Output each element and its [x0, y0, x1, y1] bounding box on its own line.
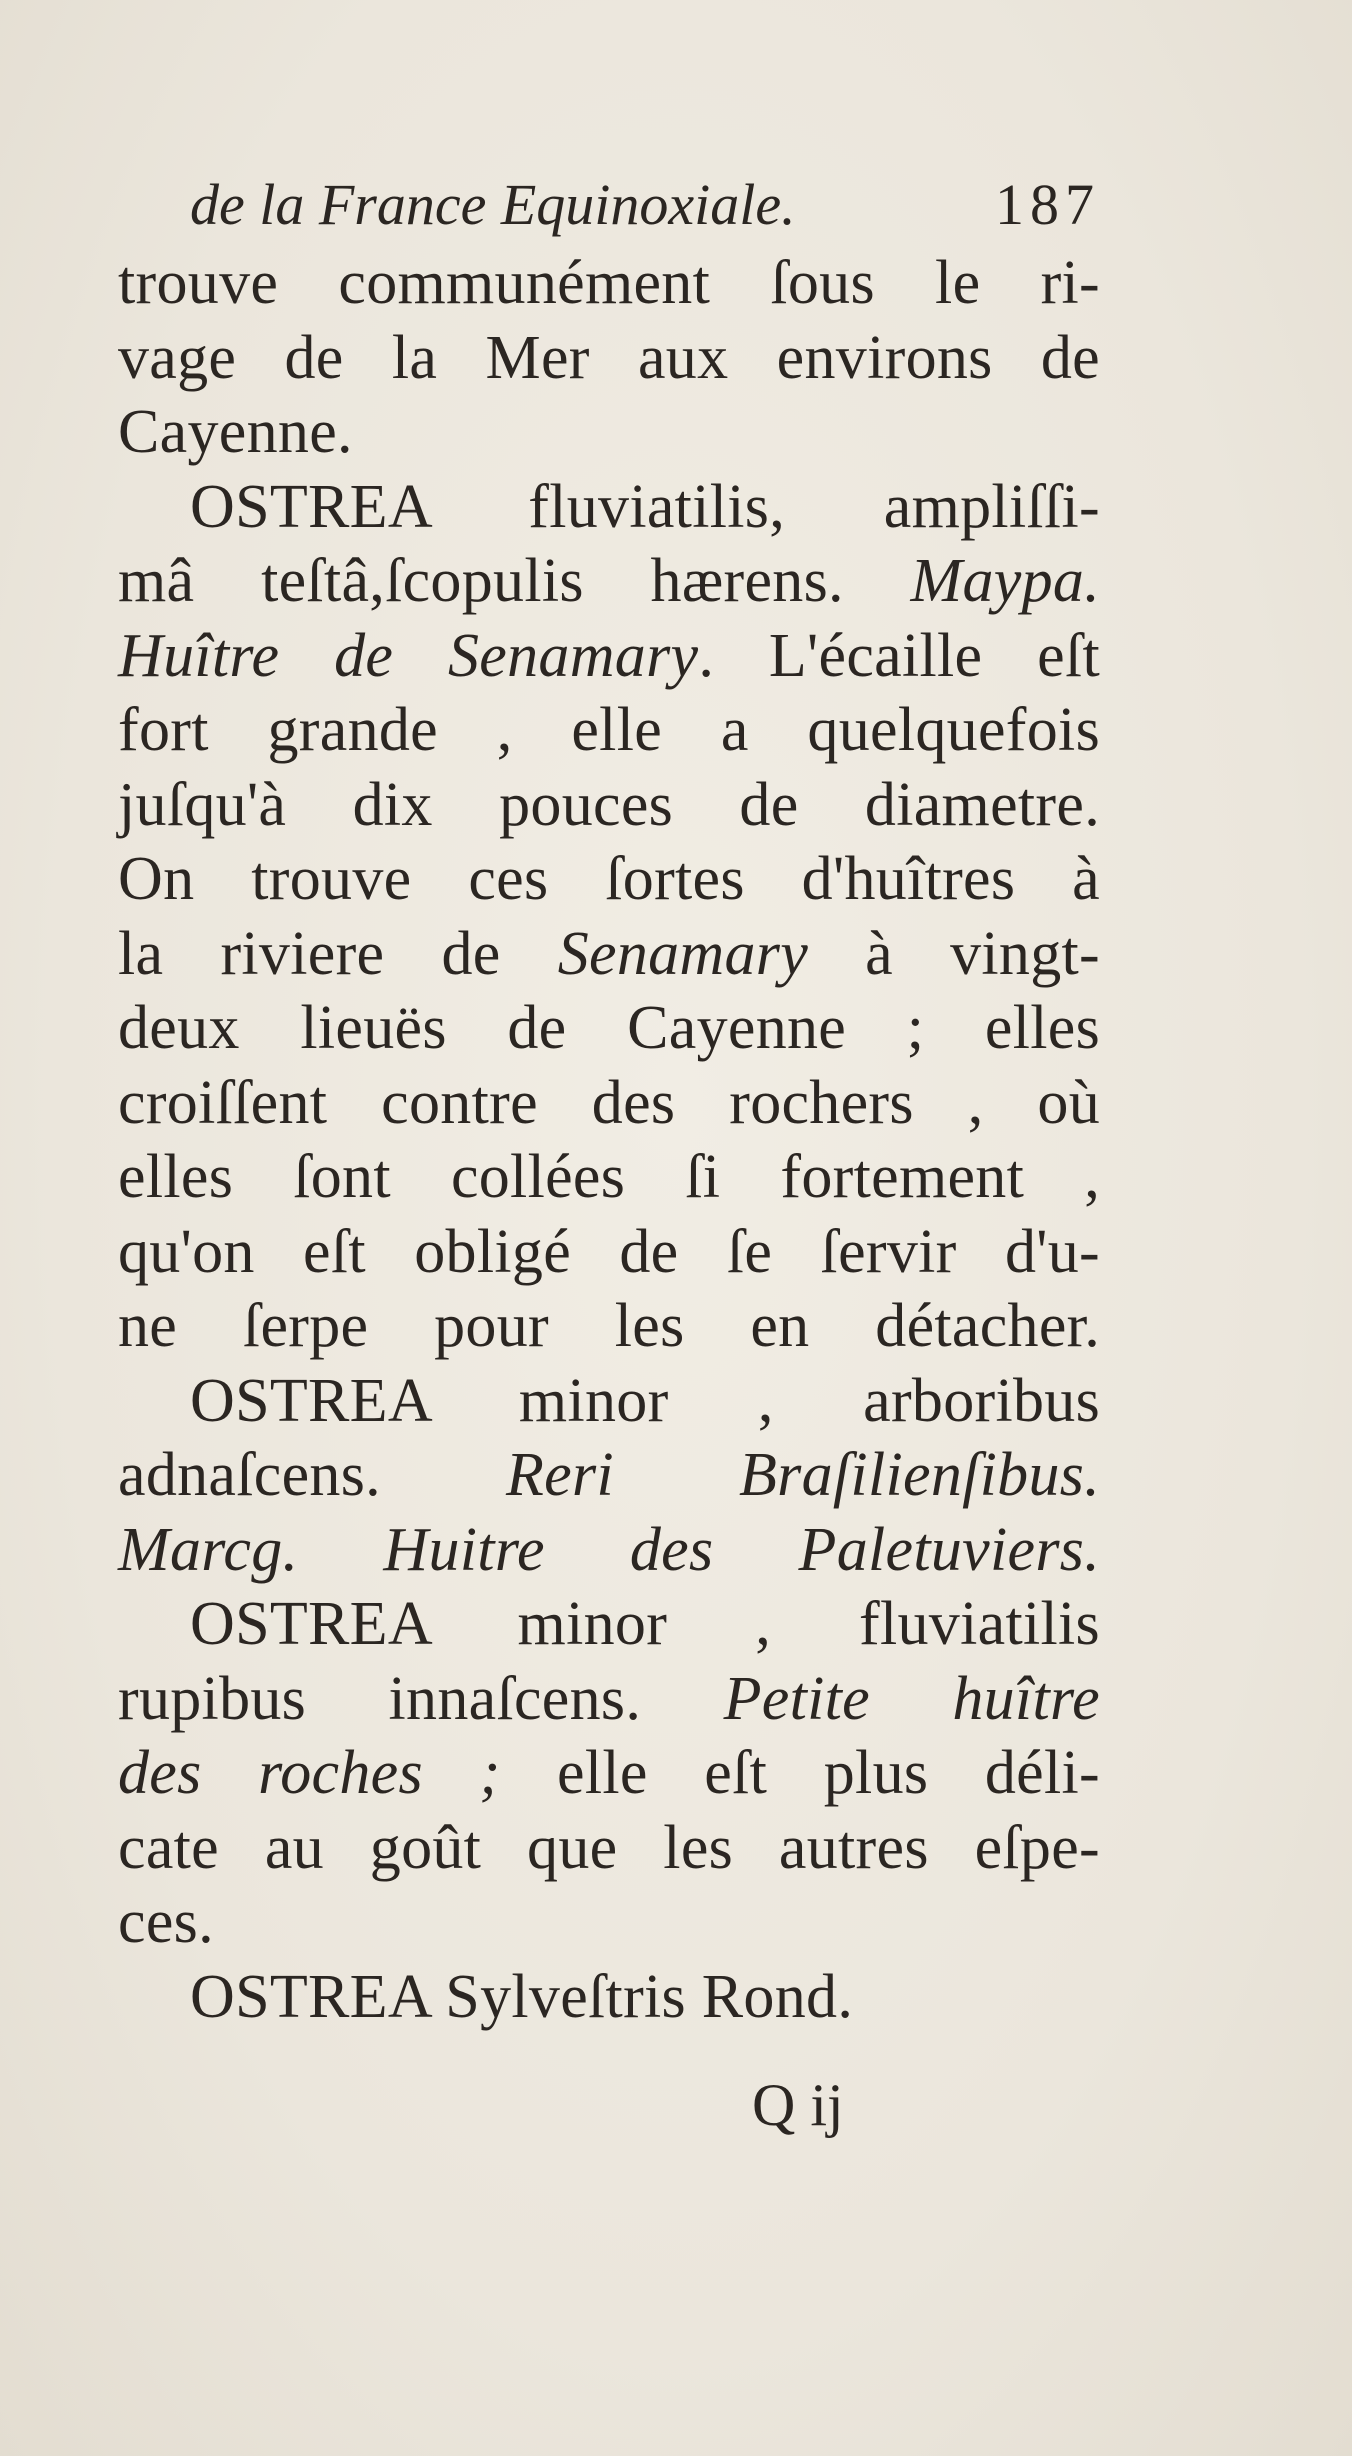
text-line	[118, 544, 1100, 618]
text-run: Cayenne.	[118, 398, 353, 466]
text-line	[118, 246, 1100, 320]
text-run: . L'écaille eſt	[698, 621, 1100, 690]
page-number: 187	[995, 172, 1100, 237]
text-line	[118, 1289, 1100, 1363]
text-run: On trouve ces ſortes d'huîtres à	[118, 845, 1100, 913]
text-line	[118, 619, 1100, 693]
text-line	[190, 1587, 1100, 1661]
italic-text: Huître de Senamary	[118, 621, 699, 690]
text-run: rupibus innaſcens.	[118, 1664, 724, 1733]
text-run: croiſſent contre des rochers , où	[118, 1068, 1100, 1137]
italic-text: Petite huître	[723, 1664, 1100, 1733]
text-run: deux lieuës de Cayenne ; elles	[118, 994, 1100, 1062]
text-run: à vingt-	[808, 919, 1100, 988]
text-run: qu'on eſt obligé de ſe ſervir d'u-	[118, 1217, 1100, 1286]
text-run: elle eſt plus déli-	[500, 1739, 1100, 1807]
text-run: adnaſcens.	[118, 1441, 506, 1509]
italic-text: des roches ;	[118, 1739, 501, 1807]
text-run: ne ſerpe pour les en détacher.	[118, 1292, 1100, 1360]
text-line	[190, 1364, 1100, 1438]
italic-text: Senamary	[557, 919, 809, 988]
text-run: cate au goût que les autres eſpe-	[118, 1813, 1100, 1882]
text-run: OSTREA fluviatilis, ampliſſi-	[190, 472, 1100, 541]
text-line	[118, 1513, 1100, 1587]
text-line	[118, 1066, 1100, 1140]
text-line	[118, 1140, 1100, 1214]
text-run: mâ teſtâ,ſcopulis hærens.	[118, 547, 911, 615]
text-run: la riviere de	[118, 919, 558, 988]
running-title: de la France Equinoxiale.	[190, 172, 796, 237]
text-run: ces.	[118, 1888, 214, 1956]
text-line	[118, 1215, 1100, 1289]
text-line	[118, 395, 1100, 469]
text-line	[118, 842, 1100, 916]
text-line	[118, 693, 1100, 767]
text-line	[190, 470, 1100, 544]
text-run: fort grande , elle a quelquefois	[118, 696, 1100, 764]
text-line	[118, 1438, 1100, 1512]
text-line	[118, 1736, 1100, 1810]
text-run: OSTREA minor , fluviatilis	[190, 1590, 1100, 1658]
italic-text: Reri Braſilienſibus.	[506, 1441, 1101, 1509]
signature-mark: Q ij	[752, 2072, 844, 2138]
text-line	[118, 917, 1100, 991]
text-run: elles ſont collées ſi fortement ,	[118, 1143, 1100, 1211]
text-line	[118, 768, 1100, 842]
text-line	[118, 1811, 1100, 1885]
text-line	[118, 991, 1100, 1065]
text-run: OSTREA minor , arboribus	[190, 1366, 1100, 1435]
text-run: juſqu'à dix pouces de diametre.	[118, 770, 1100, 839]
italic-text: Marcg. Huitre des Paletuviers.	[118, 1515, 1100, 1584]
text-run: trouve communément ſous le ri-	[118, 249, 1100, 317]
italic-text: Maypa.	[910, 547, 1100, 615]
text-line	[190, 1960, 1100, 2034]
text-line	[118, 321, 1100, 395]
text-run: OSTREA Sylveſtris Rond.	[190, 1962, 854, 2031]
text-run: vage de la Mer aux environs de	[118, 323, 1100, 392]
text-line	[118, 1662, 1100, 1736]
running-header	[190, 170, 1100, 240]
text-line	[118, 1885, 1100, 1959]
